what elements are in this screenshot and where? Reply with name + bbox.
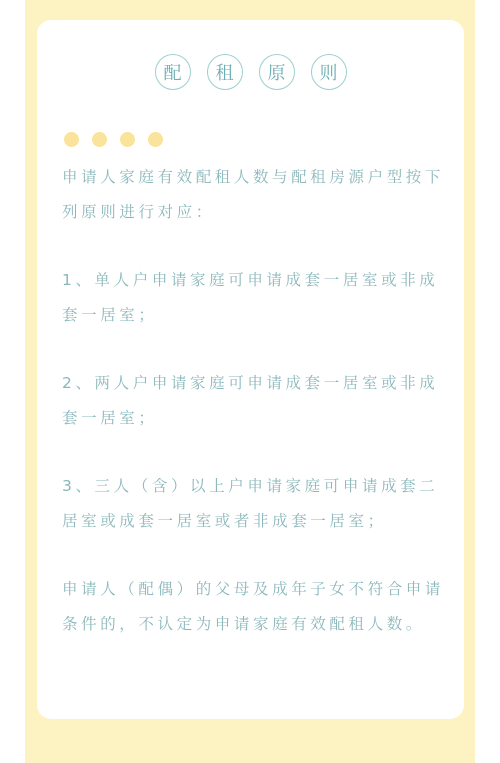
decorative-dots bbox=[64, 132, 163, 147]
title-char-circle: 则 bbox=[311, 54, 347, 90]
title-char-circle: 配 bbox=[155, 54, 191, 90]
rule-1-paragraph: 1、单人户申请家庭可申请成套一居室或非成套一居室； bbox=[62, 271, 439, 324]
dot-icon bbox=[92, 132, 107, 147]
page-title bbox=[37, 54, 464, 90]
content-card bbox=[37, 20, 464, 719]
dot-icon bbox=[64, 132, 79, 147]
title-char-circle: 原 bbox=[259, 54, 295, 90]
rule-3-paragraph: 3、三人（含）以上户申请家庭可申请成套二居室或成套一居室或者非成套一居室； bbox=[62, 477, 439, 530]
rule-2-paragraph: 2、两人户申请家庭可申请成套一居室或非成套一居室； bbox=[62, 374, 439, 427]
dot-icon bbox=[148, 132, 163, 147]
note-paragraph: 申请人（配偶）的父母及成年子女不符合申请条件的，不认定为申请家庭有效配租人数。 bbox=[62, 580, 445, 633]
title-char-circle: 租 bbox=[207, 54, 243, 90]
intro-paragraph: 申请人家庭有效配租人数与配租房源户型按下列原则进行对应： bbox=[62, 168, 445, 221]
dot-icon bbox=[120, 132, 135, 147]
rules-text bbox=[62, 160, 447, 675]
